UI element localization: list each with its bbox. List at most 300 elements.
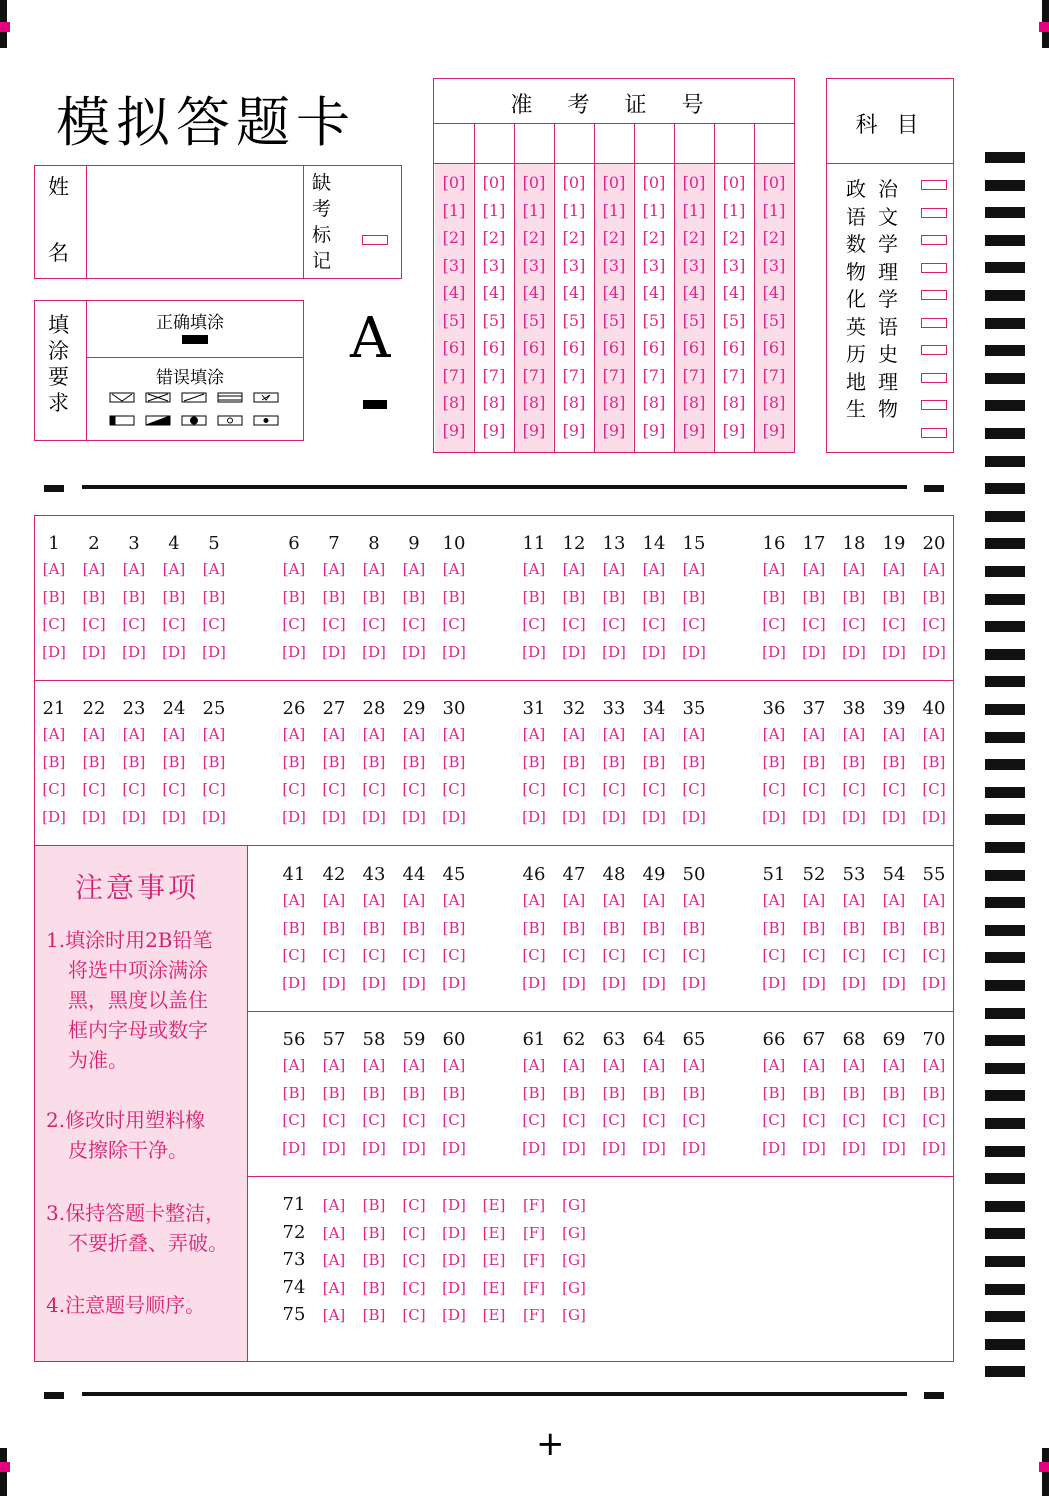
exam-id-bubble[interactable]: [9] — [762, 420, 786, 440]
exam-id-bubble[interactable]: [3] — [682, 255, 706, 275]
exam-id-bubble[interactable]: [9] — [642, 420, 666, 440]
answer-bubble[interactable]: [F] — [522, 1196, 546, 1214]
answer-bubble[interactable]: [A] — [642, 1056, 666, 1074]
answer-bubble[interactable]: [B] — [122, 587, 146, 606]
exam-id-bubble[interactable]: [8] — [442, 393, 466, 412]
answer-bubble[interactable]: [C] — [802, 946, 826, 964]
subject-bubble[interactable] — [921, 180, 947, 190]
answer-bubble[interactable]: [D] — [522, 1138, 546, 1157]
answer-bubble[interactable]: [C] — [922, 615, 946, 633]
exam-id-bubble[interactable]: [2] — [602, 228, 626, 247]
exam-id-bubble[interactable]: [9] — [442, 420, 466, 440]
exam-id-bubble[interactable]: [4] — [522, 283, 546, 302]
answer-bubble[interactable]: [B] — [882, 752, 906, 771]
exam-id-bubble[interactable]: [3] — [602, 255, 626, 275]
answer-bubble[interactable]: [A] — [882, 1056, 906, 1074]
answer-bubble[interactable]: [E] — [482, 1223, 506, 1242]
exam-id-digit-input[interactable] — [556, 126, 592, 162]
answer-bubble[interactable]: [B] — [642, 587, 666, 606]
exam-id-bubble[interactable]: [5] — [482, 310, 506, 330]
answer-bubble[interactable]: [A] — [802, 560, 826, 578]
answer-bubble[interactable]: [A] — [322, 1196, 346, 1214]
answer-bubble[interactable]: [C] — [922, 946, 946, 964]
answer-bubble[interactable]: [B] — [842, 918, 866, 937]
answer-bubble[interactable]: [A] — [882, 891, 906, 909]
exam-id-bubble[interactable]: [2] — [522, 228, 546, 247]
answer-bubble[interactable]: [A] — [882, 725, 906, 743]
exam-id-bubble[interactable]: [9] — [562, 420, 586, 440]
answer-bubble[interactable]: [C] — [802, 780, 826, 798]
answer-bubble[interactable]: [A] — [322, 1306, 346, 1324]
answer-bubble[interactable]: [D] — [202, 642, 226, 661]
answer-bubble[interactable]: [B] — [802, 587, 826, 606]
answer-bubble[interactable]: [C] — [442, 946, 466, 964]
exam-id-bubble[interactable]: [4] — [762, 283, 786, 302]
answer-bubble[interactable]: [C] — [402, 1196, 426, 1214]
answer-bubble[interactable]: [D] — [922, 1138, 946, 1157]
exam-id-bubble[interactable]: [3] — [642, 255, 666, 275]
subject-bubble[interactable] — [921, 290, 947, 300]
answer-bubble[interactable]: [E] — [482, 1251, 506, 1269]
answer-bubble[interactable]: [B] — [562, 587, 586, 606]
answer-bubble[interactable]: [D] — [362, 1138, 386, 1157]
exam-id-bubble[interactable]: [9] — [722, 420, 746, 440]
answer-bubble[interactable]: [G] — [562, 1196, 586, 1214]
answer-bubble[interactable]: [B] — [322, 918, 346, 937]
answer-bubble[interactable]: [B] — [362, 587, 386, 606]
answer-bubble[interactable]: [C] — [642, 1111, 666, 1129]
exam-id-bubble[interactable]: [1] — [482, 200, 506, 220]
exam-id-digit-input[interactable] — [636, 126, 672, 162]
answer-bubble[interactable]: [C] — [882, 615, 906, 633]
answer-bubble[interactable]: [B] — [362, 1223, 386, 1242]
answer-bubble[interactable]: [A] — [682, 891, 706, 909]
answer-bubble[interactable]: [E] — [482, 1196, 506, 1214]
answer-bubble[interactable]: [B] — [442, 918, 466, 937]
answer-bubble[interactable]: [D] — [922, 642, 946, 661]
exam-id-bubble[interactable]: [4] — [602, 283, 626, 302]
answer-bubble[interactable]: [B] — [402, 918, 426, 937]
answer-bubble[interactable]: [C] — [522, 615, 546, 633]
exam-id-bubble[interactable]: [5] — [522, 310, 546, 330]
exam-id-bubble[interactable]: [6] — [442, 338, 466, 357]
answer-bubble[interactable]: [D] — [642, 1138, 666, 1157]
exam-id-bubble[interactable]: [4] — [482, 283, 506, 302]
answer-bubble[interactable]: [D] — [402, 973, 426, 992]
answer-bubble[interactable]: [E] — [482, 1306, 506, 1324]
answer-bubble[interactable]: [B] — [442, 587, 466, 606]
answer-bubble[interactable]: [D] — [442, 1251, 466, 1269]
answer-bubble[interactable]: [A] — [162, 560, 186, 578]
answer-bubble[interactable]: [A] — [282, 1056, 306, 1074]
exam-id-bubble[interactable]: [5] — [722, 310, 746, 330]
answer-bubble[interactable]: [D] — [842, 807, 866, 826]
answer-bubble[interactable]: [A] — [842, 725, 866, 743]
answer-bubble[interactable]: [A] — [682, 725, 706, 743]
answer-bubble[interactable]: [B] — [562, 752, 586, 771]
answer-bubble[interactable]: [B] — [882, 1083, 906, 1102]
answer-bubble[interactable]: [D] — [82, 807, 106, 826]
answer-bubble[interactable]: [D] — [682, 642, 706, 661]
answer-bubble[interactable]: [C] — [642, 946, 666, 964]
exam-id-bubble[interactable]: [5] — [442, 310, 466, 330]
answer-bubble[interactable]: [C] — [562, 780, 586, 798]
exam-id-bubble[interactable]: [9] — [522, 420, 546, 440]
answer-bubble[interactable]: [A] — [322, 560, 346, 578]
answer-bubble[interactable]: [B] — [402, 587, 426, 606]
exam-id-bubble[interactable]: [2] — [562, 228, 586, 247]
answer-bubble[interactable]: [D] — [762, 807, 786, 826]
answer-bubble[interactable]: [B] — [522, 918, 546, 937]
answer-bubble[interactable]: [B] — [522, 752, 546, 771]
answer-bubble[interactable]: [C] — [762, 615, 786, 633]
exam-id-bubble[interactable]: [8] — [682, 393, 706, 412]
exam-id-bubble[interactable]: [0] — [642, 173, 666, 192]
exam-id-bubble[interactable]: [2] — [482, 228, 506, 247]
answer-bubble[interactable]: [B] — [282, 918, 306, 937]
answer-bubble[interactable]: [C] — [682, 780, 706, 798]
answer-bubble[interactable]: [A] — [322, 1278, 346, 1297]
exam-id-bubble[interactable]: [6] — [762, 338, 786, 357]
answer-bubble[interactable]: [B] — [202, 587, 226, 606]
answer-bubble[interactable]: [B] — [642, 752, 666, 771]
exam-id-bubble[interactable]: [3] — [442, 255, 466, 275]
exam-id-bubble[interactable]: [8] — [602, 393, 626, 412]
answer-bubble[interactable]: [D] — [282, 1138, 306, 1157]
answer-bubble[interactable]: [B] — [322, 587, 346, 606]
exam-id-bubble[interactable]: [4] — [562, 283, 586, 302]
exam-id-bubble[interactable]: [0] — [722, 173, 746, 192]
exam-id-bubble[interactable]: [8] — [762, 393, 786, 412]
answer-bubble[interactable]: [D] — [762, 1138, 786, 1157]
answer-bubble[interactable]: [A] — [602, 560, 626, 578]
answer-bubble[interactable]: [D] — [282, 807, 306, 826]
subject-bubble[interactable] — [921, 318, 947, 328]
answer-bubble[interactable]: [C] — [162, 615, 186, 633]
answer-bubble[interactable]: [D] — [322, 642, 346, 661]
answer-bubble[interactable]: [B] — [362, 1196, 386, 1214]
answer-bubble[interactable]: [D] — [322, 807, 346, 826]
answer-bubble[interactable]: [B] — [682, 587, 706, 606]
absent-mark-box[interactable] — [362, 235, 388, 245]
answer-bubble[interactable]: [B] — [42, 587, 66, 606]
answer-bubble[interactable]: [C] — [842, 1111, 866, 1129]
answer-bubble[interactable]: [B] — [322, 1083, 346, 1102]
exam-id-bubble[interactable]: [7] — [482, 365, 506, 385]
answer-bubble[interactable]: [A] — [842, 891, 866, 909]
answer-bubble[interactable]: [D] — [282, 642, 306, 661]
answer-bubble[interactable]: [D] — [42, 807, 66, 826]
answer-bubble[interactable]: [A] — [42, 725, 66, 743]
answer-bubble[interactable]: [A] — [522, 1056, 546, 1074]
answer-bubble[interactable]: [A] — [322, 1251, 346, 1269]
answer-bubble[interactable]: [B] — [602, 752, 626, 771]
exam-id-bubble[interactable]: [6] — [722, 338, 746, 357]
answer-bubble[interactable]: [A] — [362, 1056, 386, 1074]
answer-bubble[interactable]: [F] — [522, 1223, 546, 1242]
answer-bubble[interactable]: [C] — [522, 946, 546, 964]
answer-bubble[interactable]: [D] — [602, 1138, 626, 1157]
answer-bubble[interactable]: [A] — [322, 1056, 346, 1074]
exam-id-bubble[interactable]: [6] — [522, 338, 546, 357]
exam-id-digit-input[interactable] — [716, 126, 752, 162]
answer-bubble[interactable]: [C] — [602, 946, 626, 964]
answer-bubble[interactable]: [C] — [522, 780, 546, 798]
answer-bubble[interactable]: [C] — [842, 615, 866, 633]
exam-id-digit-input[interactable] — [676, 126, 712, 162]
exam-id-bubble[interactable]: [5] — [602, 310, 626, 330]
answer-bubble[interactable]: [D] — [762, 642, 786, 661]
exam-id-bubble[interactable]: [6] — [562, 338, 586, 357]
answer-bubble[interactable]: [C] — [402, 1278, 426, 1297]
exam-id-bubble[interactable]: [5] — [562, 310, 586, 330]
answer-bubble[interactable]: [C] — [922, 780, 946, 798]
answer-bubble[interactable]: [C] — [562, 1111, 586, 1129]
exam-id-bubble[interactable]: [4] — [682, 283, 706, 302]
answer-bubble[interactable]: [C] — [362, 780, 386, 798]
answer-bubble[interactable]: [B] — [362, 1083, 386, 1102]
answer-bubble[interactable]: [A] — [282, 560, 306, 578]
answer-bubble[interactable]: [B] — [602, 918, 626, 937]
answer-bubble[interactable]: [B] — [162, 587, 186, 606]
answer-bubble[interactable]: [A] — [562, 725, 586, 743]
answer-bubble[interactable]: [A] — [922, 560, 946, 578]
answer-bubble[interactable]: [A] — [402, 1056, 426, 1074]
answer-bubble[interactable]: [D] — [362, 973, 386, 992]
exam-id-bubble[interactable]: [1] — [522, 200, 546, 220]
answer-bubble[interactable]: [C] — [602, 780, 626, 798]
answer-bubble[interactable]: [D] — [882, 642, 906, 661]
answer-bubble[interactable]: [B] — [922, 752, 946, 771]
answer-bubble[interactable]: [B] — [82, 752, 106, 771]
answer-bubble[interactable]: [C] — [362, 1111, 386, 1129]
answer-bubble[interactable]: [B] — [842, 752, 866, 771]
answer-bubble[interactable]: [A] — [522, 560, 546, 578]
answer-bubble[interactable]: [A] — [602, 891, 626, 909]
exam-id-digit-input[interactable] — [596, 126, 632, 162]
answer-bubble[interactable]: [B] — [442, 752, 466, 771]
answer-bubble[interactable]: [B] — [842, 1083, 866, 1102]
exam-id-bubble[interactable]: [1] — [722, 200, 746, 220]
answer-bubble[interactable]: [D] — [882, 1138, 906, 1157]
answer-bubble[interactable]: [C] — [322, 615, 346, 633]
answer-bubble[interactable]: [C] — [642, 780, 666, 798]
exam-id-bubble[interactable]: [1] — [762, 200, 786, 220]
exam-id-bubble[interactable]: [9] — [602, 420, 626, 440]
exam-id-bubble[interactable]: [6] — [482, 338, 506, 357]
answer-bubble[interactable]: [B] — [202, 752, 226, 771]
answer-bubble[interactable]: [B] — [922, 918, 946, 937]
answer-bubble[interactable]: [A] — [882, 560, 906, 578]
subject-bubble[interactable] — [921, 345, 947, 355]
answer-bubble[interactable]: [A] — [122, 725, 146, 743]
answer-bubble[interactable]: [C] — [882, 946, 906, 964]
answer-bubble[interactable]: [A] — [442, 1056, 466, 1074]
answer-bubble[interactable]: [D] — [602, 642, 626, 661]
answer-bubble[interactable]: [A] — [842, 560, 866, 578]
exam-id-bubble[interactable]: [9] — [682, 420, 706, 440]
answer-bubble[interactable]: [G] — [562, 1223, 586, 1242]
answer-bubble[interactable]: [A] — [762, 560, 786, 578]
answer-bubble[interactable]: [G] — [562, 1306, 586, 1324]
paper-type-mark[interactable] — [363, 400, 387, 409]
answer-bubble[interactable]: [D] — [562, 807, 586, 826]
answer-bubble[interactable]: [B] — [42, 752, 66, 771]
answer-bubble[interactable]: [B] — [362, 1278, 386, 1297]
answer-bubble[interactable]: [B] — [762, 918, 786, 937]
exam-id-bubble[interactable]: [6] — [642, 338, 666, 357]
answer-bubble[interactable]: [B] — [562, 918, 586, 937]
answer-bubble[interactable]: [D] — [762, 973, 786, 992]
answer-bubble[interactable]: [C] — [322, 1111, 346, 1129]
answer-bubble[interactable]: [C] — [682, 615, 706, 633]
answer-bubble[interactable]: [D] — [162, 807, 186, 826]
answer-bubble[interactable]: [D] — [322, 973, 346, 992]
answer-bubble[interactable]: [B] — [642, 918, 666, 937]
answer-bubble[interactable]: [C] — [282, 1111, 306, 1129]
answer-bubble[interactable]: [D] — [322, 1138, 346, 1157]
exam-id-bubble[interactable]: [1] — [562, 200, 586, 220]
answer-bubble[interactable]: [D] — [442, 1196, 466, 1214]
answer-bubble[interactable]: [B] — [882, 918, 906, 937]
answer-bubble[interactable]: [C] — [362, 615, 386, 633]
exam-id-bubble[interactable]: [5] — [762, 310, 786, 330]
exam-id-bubble[interactable]: [3] — [722, 255, 746, 275]
exam-id-bubble[interactable]: [0] — [562, 173, 586, 192]
exam-id-bubble[interactable]: [3] — [562, 255, 586, 275]
answer-bubble[interactable]: [C] — [282, 615, 306, 633]
answer-bubble[interactable]: [B] — [882, 587, 906, 606]
answer-bubble[interactable]: [B] — [762, 587, 786, 606]
answer-bubble[interactable]: [C] — [402, 1251, 426, 1269]
exam-id-bubble[interactable]: [1] — [642, 200, 666, 220]
answer-bubble[interactable]: [D] — [82, 642, 106, 661]
answer-bubble[interactable]: [B] — [682, 918, 706, 937]
answer-bubble[interactable]: [A] — [562, 891, 586, 909]
exam-id-bubble[interactable]: [3] — [762, 255, 786, 275]
exam-id-bubble[interactable]: [2] — [682, 228, 706, 247]
answer-bubble[interactable]: [D] — [442, 807, 466, 826]
answer-bubble[interactable]: [A] — [802, 1056, 826, 1074]
answer-bubble[interactable]: [B] — [922, 1083, 946, 1102]
answer-bubble[interactable]: [D] — [922, 807, 946, 826]
name-input[interactable] — [88, 167, 301, 277]
answer-bubble[interactable]: [B] — [402, 752, 426, 771]
answer-bubble[interactable]: [B] — [802, 918, 826, 937]
exam-id-bubble[interactable]: [9] — [482, 420, 506, 440]
answer-bubble[interactable]: [D] — [922, 973, 946, 992]
answer-bubble[interactable]: [C] — [402, 1111, 426, 1129]
answer-bubble[interactable]: [A] — [442, 891, 466, 909]
answer-bubble[interactable]: [C] — [42, 615, 66, 633]
answer-bubble[interactable]: [B] — [82, 587, 106, 606]
answer-bubble[interactable]: [D] — [802, 973, 826, 992]
answer-bubble[interactable]: [C] — [82, 615, 106, 633]
answer-bubble[interactable]: [D] — [882, 807, 906, 826]
answer-bubble[interactable]: [A] — [442, 725, 466, 743]
answer-bubble[interactable]: [D] — [682, 1138, 706, 1157]
answer-bubble[interactable]: [C] — [362, 946, 386, 964]
answer-bubble[interactable]: [C] — [122, 615, 146, 633]
answer-bubble[interactable]: [C] — [562, 615, 586, 633]
answer-bubble[interactable]: [D] — [402, 807, 426, 826]
exam-id-bubble[interactable]: [0] — [522, 173, 546, 192]
answer-bubble[interactable]: [B] — [282, 587, 306, 606]
answer-bubble[interactable]: [D] — [402, 642, 426, 661]
answer-bubble[interactable]: [D] — [882, 973, 906, 992]
answer-bubble[interactable]: [D] — [842, 642, 866, 661]
exam-id-bubble[interactable]: [1] — [442, 200, 466, 220]
answer-bubble[interactable]: [D] — [642, 807, 666, 826]
subject-bubble[interactable] — [921, 208, 947, 218]
answer-bubble[interactable]: [D] — [842, 1138, 866, 1157]
answer-bubble[interactable]: [B] — [522, 1083, 546, 1102]
answer-bubble[interactable]: [F] — [522, 1278, 546, 1297]
answer-bubble[interactable]: [C] — [402, 946, 426, 964]
answer-bubble[interactable]: [A] — [922, 1056, 946, 1074]
answer-bubble[interactable]: [D] — [602, 807, 626, 826]
answer-bubble[interactable]: [C] — [882, 780, 906, 798]
exam-id-bubble[interactable]: [8] — [482, 393, 506, 412]
answer-bubble[interactable]: [D] — [562, 642, 586, 661]
answer-bubble[interactable]: [D] — [442, 642, 466, 661]
answer-bubble[interactable]: [D] — [42, 642, 66, 661]
exam-id-bubble[interactable]: [7] — [522, 365, 546, 385]
answer-bubble[interactable]: [D] — [682, 973, 706, 992]
answer-bubble[interactable]: [B] — [442, 1083, 466, 1102]
exam-id-bubble[interactable]: [3] — [522, 255, 546, 275]
answer-bubble[interactable]: [B] — [362, 752, 386, 771]
answer-bubble[interactable]: [B] — [802, 752, 826, 771]
answer-bubble[interactable]: [F] — [522, 1251, 546, 1269]
answer-bubble[interactable]: [B] — [682, 752, 706, 771]
answer-bubble[interactable]: [A] — [922, 725, 946, 743]
exam-id-bubble[interactable]: [7] — [762, 365, 786, 385]
answer-bubble[interactable]: [B] — [562, 1083, 586, 1102]
answer-bubble[interactable]: [A] — [322, 891, 346, 909]
exam-id-digit-input[interactable] — [476, 126, 512, 162]
answer-bubble[interactable]: [C] — [762, 780, 786, 798]
exam-id-digit-input[interactable] — [756, 126, 792, 162]
answer-bubble[interactable]: [A] — [602, 725, 626, 743]
answer-bubble[interactable]: [C] — [402, 1306, 426, 1324]
answer-bubble[interactable]: [D] — [522, 807, 546, 826]
answer-bubble[interactable]: [D] — [562, 973, 586, 992]
answer-bubble[interactable]: [C] — [802, 1111, 826, 1129]
exam-id-bubble[interactable]: [7] — [642, 365, 666, 385]
answer-bubble[interactable]: [A] — [82, 560, 106, 578]
answer-bubble[interactable]: [C] — [682, 946, 706, 964]
answer-bubble[interactable]: [D] — [402, 1138, 426, 1157]
answer-bubble[interactable]: [C] — [282, 946, 306, 964]
answer-bubble[interactable]: [B] — [322, 752, 346, 771]
answer-bubble[interactable]: [B] — [362, 918, 386, 937]
answer-bubble[interactable]: [D] — [682, 807, 706, 826]
answer-bubble[interactable]: [B] — [122, 752, 146, 771]
answer-bubble[interactable]: [D] — [362, 807, 386, 826]
answer-bubble[interactable]: [A] — [202, 725, 226, 743]
answer-bubble[interactable]: [C] — [202, 780, 226, 798]
answer-bubble[interactable]: [B] — [162, 752, 186, 771]
answer-bubble[interactable]: [B] — [802, 1083, 826, 1102]
answer-bubble[interactable]: [B] — [642, 1083, 666, 1102]
answer-bubble[interactable]: [A] — [362, 560, 386, 578]
exam-id-bubble[interactable]: [5] — [682, 310, 706, 330]
answer-bubble[interactable]: [D] — [122, 642, 146, 661]
answer-bubble[interactable]: [B] — [402, 1083, 426, 1102]
answer-bubble[interactable]: [D] — [162, 642, 186, 661]
exam-id-bubble[interactable]: [1] — [602, 200, 626, 220]
